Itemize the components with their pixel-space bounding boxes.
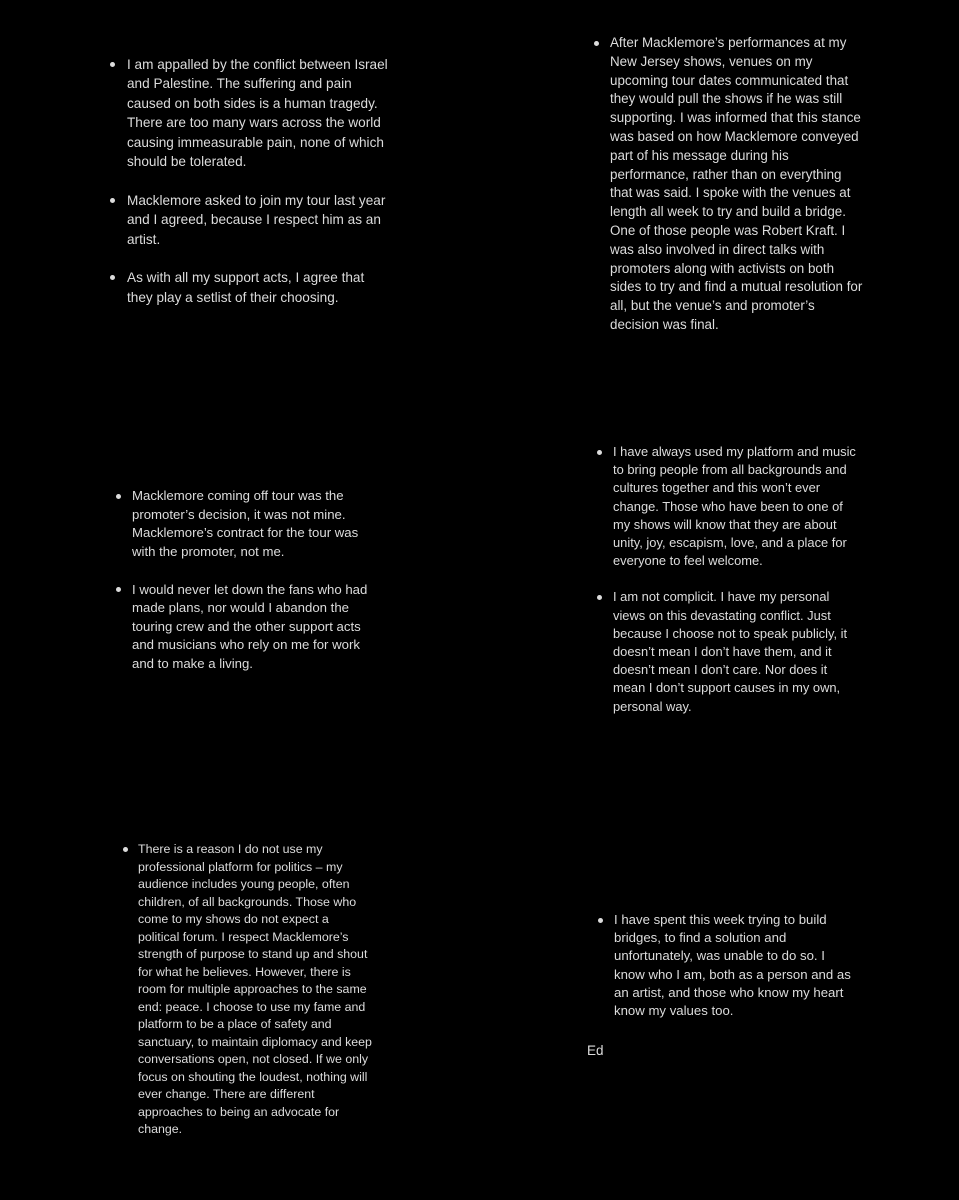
- bullet-item: I have spent this week trying to build bridges, to find a solution and unfortunately, was unable to do so. I know who I am, both as a person and as an artist, and those who know my heart know my values too.: [614, 911, 859, 1020]
- statement-block-1: [127, 55, 392, 327]
- statement-block-2: [610, 34, 865, 335]
- bullet-item: I am appalled by the conflict between Israel and Palestine. The suffering and pain caused on both sides is a human tragedy. There are too many wars across the world causing immeasurable pain, none of which should be tolerated.: [127, 55, 392, 171]
- statement-block-3: [132, 487, 382, 693]
- bullet-item: I would never let down the fans who had made plans, nor would I abandon the touring crew and the other support acts and musicians who rely on me for work and to make a living.: [132, 581, 382, 674]
- bullet-item: I am not complicit. I have my personal views on this devastating conflict. Just because I choose not to speak publicly, it doesn’t mean I don’t have them, and it doesn’t mean I don’t care. Nor does it mean I don’t support causes in my own, personal way.: [613, 588, 863, 715]
- statement-block-4: [613, 443, 863, 734]
- bullet-item: There is a reason I do not use my professional platform for politics – my audience includes young people, often children, of all backgrounds. Those who come to my shows do not expect a political forum. I respect Macklemore’s strength of purpose to stand up and shout for what he believes. However, there is room for multiple approaches to the same end: peace. I choose to use my fame and platform to be a place of safety and sanctuary, to maintain diplomacy and keep conversations open, not closed. If we only focus on shouting the loudest, nothing will ever change. There are different approaches to being an advocate for change.: [138, 841, 373, 1139]
- bullet-item: After Macklemore’s performances at my New Jersey shows, venues on my upcoming tour dates communicated that they would pull the shows if he was still supporting. I was informed that this stance was based on how Macklemore conveyed part of his message during his performance, rather than on everything that was said. I spoke with the venues at length all week to try and build a bridge. One of those people was Robert Kraft. I was also involved in direct talks with promoters along with activists on both sides to try and find a mutual resolution for all, but the venue’s and promoter’s decision was final.: [610, 34, 865, 335]
- signature: Ed: [587, 1043, 604, 1058]
- statement-block-5: [138, 841, 373, 1139]
- statement-block-6: [614, 911, 859, 1020]
- bullet-item: I have always used my platform and music to bring people from all backgrounds and cultures together and this won’t ever change. Those who have been to one of my shows will know that they are about unity, joy, escapism, love, and a place for everyone to feel welcome.: [613, 443, 863, 570]
- bullet-item: Macklemore coming off tour was the promoter’s decision, it was not mine. Macklemore’s contract for the tour was with the promoter, not me.: [132, 487, 382, 561]
- bullet-item: As with all my support acts, I agree that they play a setlist of their choosing.: [127, 268, 392, 307]
- bullet-item: Macklemore asked to join my tour last year and I agreed, because I respect him as an artist.: [127, 191, 392, 249]
